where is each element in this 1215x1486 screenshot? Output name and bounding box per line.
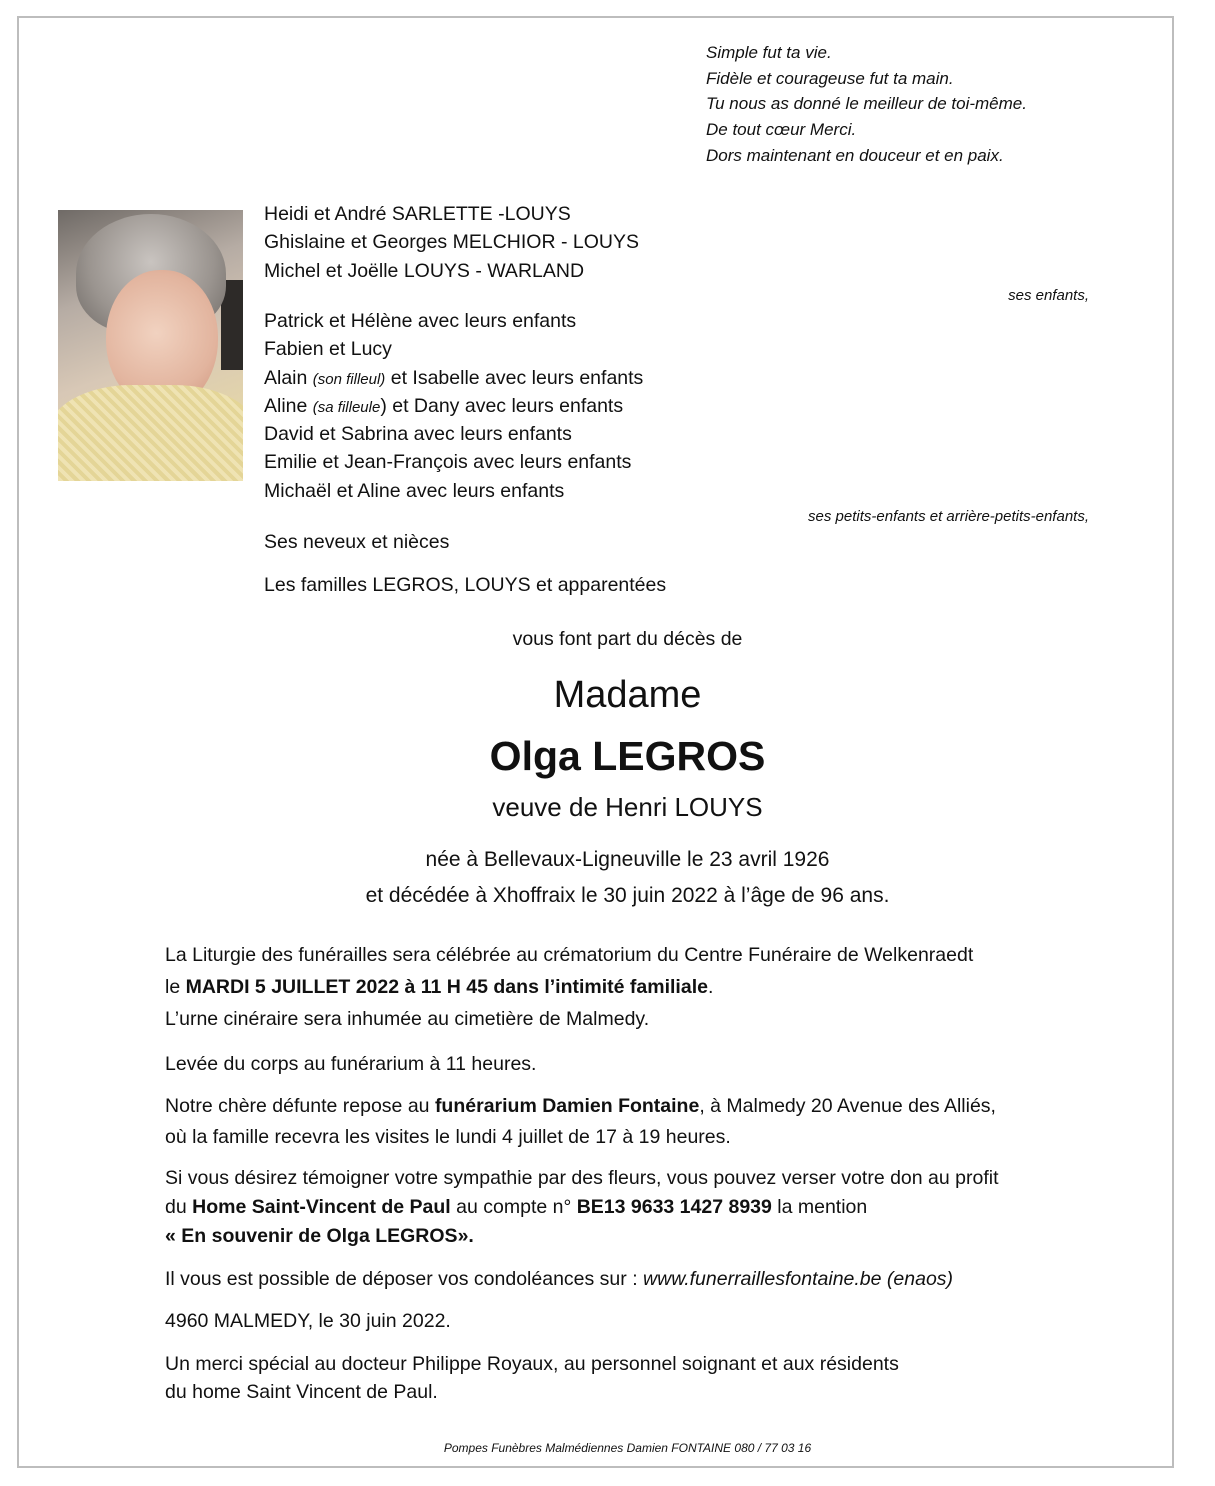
levee-paragraph: Levée du corps au funérarium à 11 heures.: [165, 1053, 537, 1075]
poem-line: Dors maintenant en douceur et en paix.: [706, 145, 1004, 165]
thanks-paragraph: Un merci spécial au docteur Philippe Royaux, au personnel soignant et aux résidents du home Saint Vincent de Paul.: [165, 1353, 899, 1403]
list-item: Fabien et Lucy: [264, 338, 392, 361]
poem-line: Simple fut ta vie.: [706, 43, 832, 62]
list-item: Heidi et André SARLETTE -LOUYS: [264, 203, 571, 225]
list-item: Ghislaine et Georges MELCHIOR - LOUYS: [264, 231, 639, 254]
portrait-photo: [58, 210, 243, 481]
children-role: ses enfants,: [1008, 287, 1089, 304]
condolences-link[interactable]: www.funerraillesfontaine.be (enaos): [643, 1268, 954, 1290]
place-date: 4960 MALMEDY, le 30 juin 2022.: [165, 1310, 451, 1332]
poem-line: Fidèle et courageuse fut ta main.: [706, 68, 954, 88]
grandchildren-role: ses petits-enfants et arrière-petits-enfants,: [808, 508, 1089, 525]
poem-line: De tout cœur Merci.: [706, 120, 857, 140]
nephews: Ses neveux et nièces: [264, 531, 450, 553]
birth-info: née à Bellevaux-Ligneuville le 23 avril 1926: [425, 848, 830, 871]
children-list: [264, 200, 639, 285]
list-item: Michaël et Aline avec leurs enfants: [264, 479, 565, 502]
list-item: Emilie et Jean-François avec leurs enfants: [264, 451, 632, 474]
flowers-paragraph: Si vous désirez témoigner votre sympathie par des fleurs, vous pouvez verser votre don au profit du Home Saint-Vincent de Paul au compte n° BE13 9633 1427 8939 la mention « En souvenir de Olga LEGROS».: [165, 1167, 999, 1247]
repose-paragraph: Notre chère défunte repose au funérarium Damien Fontaine, à Malmedy 20 Avenue des Alliés, où la famille recevra les visites le lundi 4 juillet de 17 à 19 heures.: [165, 1095, 996, 1148]
widow-of: veuve de Henri LOUYS: [492, 792, 763, 822]
poem-line: Tu nous as donné le meilleur de toi-même.: [706, 94, 1027, 114]
poem: [706, 40, 1027, 168]
condolences-paragraph: Il vous est possible de déposer vos condoléances sur : www.funerraillesfontaine.be (enaos): [165, 1268, 954, 1290]
grandchildren-list: [264, 307, 643, 505]
list-item: Patrick et Hélène avec leurs enfants: [264, 310, 577, 332]
families: Les familles LEGROS, LOUYS et apparentées: [264, 574, 667, 596]
footer-funeral-home: Pompes Funèbres Malmédiennes Damien FONTAINE 080 / 77 03 16: [443, 1441, 812, 1455]
honorific: Madame: [553, 674, 702, 716]
list-item: Alain (son filleul) et Isabelle avec leurs enfants: [264, 366, 644, 389]
list-item: Aline (sa filleule) et Dany avec leurs enfants: [264, 394, 624, 417]
list-item: Michel et Joëlle LOUYS - WARLAND: [264, 259, 585, 282]
announce-text: vous font part du décès de: [512, 628, 743, 650]
deceased-name: Olga LEGROS: [489, 733, 766, 779]
list-item: David et Sabrina avec leurs enfants: [264, 423, 572, 446]
liturgy-paragraph: La Liturgie des funérailles sera célébrée au crématorium du Centre Funéraire de Welkenraedt le MARDI 5 JUILLET 2022 à 11 H 45 dans l’intimité familiale. L’urne cinéraire sera inhumée au cimetière de Malmedy.: [165, 944, 974, 1030]
death-info: et décédée à Xhoffraix le 30 juin 2022 à l’âge de 96 ans.: [365, 884, 890, 907]
